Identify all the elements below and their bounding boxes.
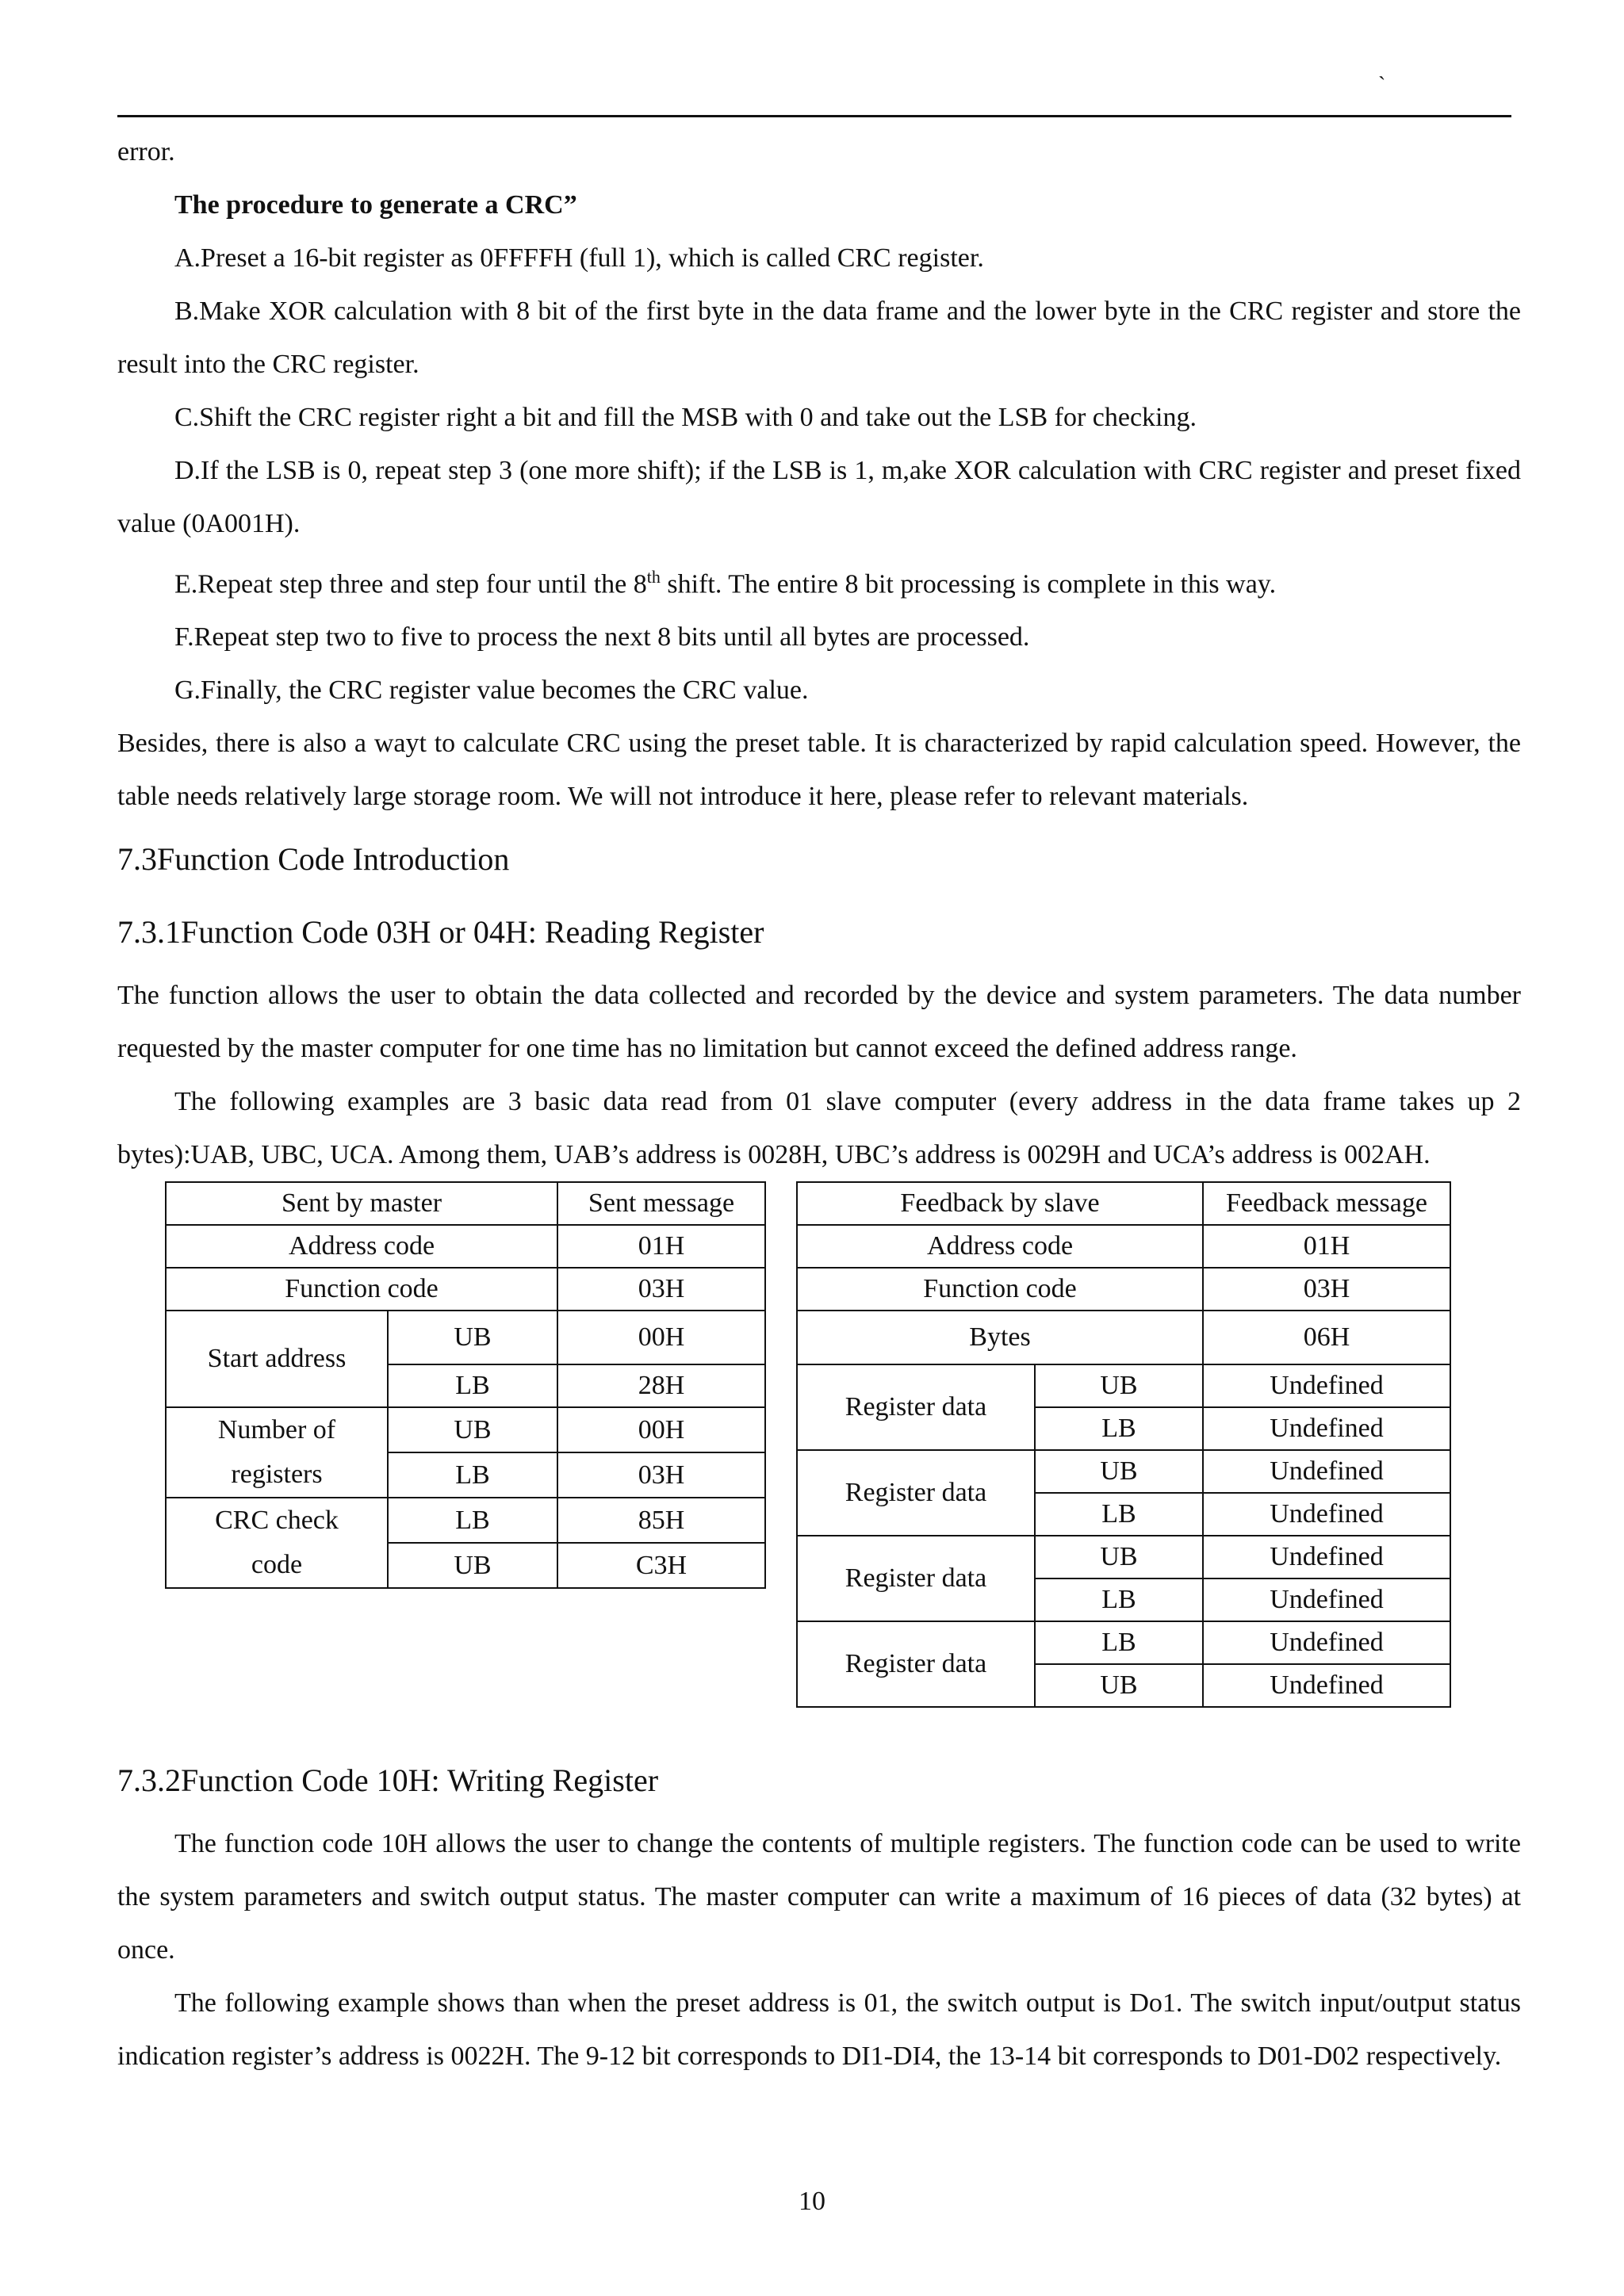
paragraph-error: error. — [117, 137, 175, 166]
slave-reg-byte: UB — [1035, 1364, 1203, 1407]
slave-register-data-label-1: Register data — [797, 1364, 1035, 1450]
slave-reg-value: Undefined — [1203, 1407, 1450, 1450]
table-row — [797, 1450, 1450, 1493]
master-number-registers-label — [166, 1407, 388, 1498]
master-table — [165, 1181, 766, 1589]
master-address-label: Address code — [166, 1225, 557, 1268]
slave-reg-value: Undefined — [1203, 1493, 1450, 1536]
slave-header-feedback-message: Feedback message — [1203, 1182, 1450, 1225]
crc-step-e — [117, 550, 1521, 610]
section-731-paragraph-2: The following examples are 3 basic data read from 01 slave computer (every address in the data frame takes up 2 bytes):UAB, UBC, UCA. Among them, UAB’s address is 0028H, UBC’s address is 0029H and UCA’s address is 002AH. — [117, 1087, 1521, 1170]
slave-reg-value: Undefined — [1203, 1364, 1450, 1407]
master-number-label-line1: Number of — [217, 1415, 336, 1445]
crc-step-f: F.Repeat step two to five to process the next 8 bits until all bytes are processed. — [174, 622, 1030, 652]
master-header-sent-message: Sent message — [557, 1182, 765, 1225]
slave-register-data-label-3: Register data — [797, 1536, 1035, 1621]
slave-reg-value: Undefined — [1203, 1578, 1450, 1621]
slave-bytes-value: 06H — [1203, 1311, 1450, 1364]
master-number-lb-value: 03H — [557, 1452, 765, 1498]
master-crc-ub: UB — [388, 1543, 557, 1588]
master-crc-label — [166, 1498, 388, 1588]
crc-step-c: C.Shift the CRC register right a bit and fill the MSB with 0 and take out the LSB for checking. — [174, 403, 1197, 432]
master-function-label: Function code — [166, 1268, 557, 1311]
master-start-lb: LB — [388, 1364, 557, 1407]
table-row — [797, 1311, 1450, 1364]
slave-address-value: 01H — [1203, 1225, 1450, 1268]
master-start-lb-value: 28H — [557, 1364, 765, 1407]
table-row — [166, 1407, 765, 1452]
master-number-ub: UB — [388, 1407, 557, 1452]
slave-reg-byte: UB — [1035, 1536, 1203, 1578]
table-row — [797, 1268, 1450, 1311]
section-731-paragraph-1: The function allows the user to obtain the data collected and recorded by the device and system parameters. The data number requested by the master computer for one time has no limitation but cannot exceed the defined address range. — [117, 981, 1521, 1064]
slave-reg-byte: LB — [1035, 1407, 1203, 1450]
heading-7-3-2: 7.3.2Function Code 10H: Writing Register — [117, 1762, 659, 1799]
section-732-paragraph-1: The function code 10H allows the user to change the contents of multiple registers. The function code can be used to write the system parameters and switch output status. The master computer can write a maximum of 16 pieces of data (32 bytes) at once. — [117, 1829, 1521, 1965]
master-crc-label-line1: CRC check — [215, 1506, 339, 1536]
master-crc-lb-value: 85H — [557, 1498, 765, 1543]
slave-reg-byte: LB — [1035, 1578, 1203, 1621]
table-row — [166, 1311, 765, 1364]
crc-table-note: Besides, there is also a wayt to calculate CRC using the preset table. It is characterized by rapid calculation speed. However, the table needs relatively large storage room. We will not introduce it here, please refer to relevant materials. — [117, 729, 1521, 812]
slave-reg-value: Undefined — [1203, 1664, 1450, 1707]
crc-step-g: G.Finally, the CRC register value becomes the CRC value. — [174, 675, 809, 706]
heading-7-3: 7.3Function Code Introduction — [117, 841, 510, 878]
header-rule — [117, 115, 1511, 117]
page-number: 10 — [799, 2187, 825, 2216]
master-address-value: 01H — [557, 1225, 765, 1268]
table-row — [166, 1182, 765, 1225]
table-row — [166, 1225, 765, 1268]
slave-register-data-label-2: Register data — [797, 1450, 1035, 1536]
crc-step-d: D.If the LSB is 0, repeat step 3 (one more shift); if the LSB is 1, m,ake XOR calculation with CRC register and preset fixed value (0A001H). — [117, 456, 1521, 538]
table-row — [797, 1621, 1450, 1664]
slave-reg-value: Undefined — [1203, 1536, 1450, 1578]
crc-step-e-sup: th — [646, 567, 661, 587]
section-732-paragraph-2: The following example shows than when the preset address is 01, the switch output is Do1. The switch input/output status indication register’s address is 0022H. The 9-12 bit corresponds to DI1-DI4, the 13-14 bit corresponds to D01-D02 respectively. — [117, 1988, 1521, 2072]
slave-function-value: 03H — [1203, 1268, 1450, 1311]
slave-bytes-label: Bytes — [797, 1311, 1203, 1364]
crc-step-b: B.Make XOR calculation with 8 bit of the first byte in the data frame and the lower byte in the CRC register and store the result into the CRC register. — [117, 297, 1521, 379]
master-crc-lb: LB — [388, 1498, 557, 1543]
heading-7-3-1: 7.3.1Function Code 03H or 04H: Reading Register — [117, 914, 764, 951]
crc-procedure-title: The procedure to generate a CRC” — [174, 190, 577, 220]
slave-reg-byte: UB — [1035, 1450, 1203, 1493]
tables-area — [117, 1181, 1521, 1744]
master-number-lb: LB — [388, 1452, 557, 1498]
master-function-value: 03H — [557, 1268, 765, 1311]
slave-table — [796, 1181, 1451, 1708]
master-number-label-line2: registers — [231, 1460, 323, 1490]
master-start-ub: UB — [388, 1311, 557, 1364]
master-crc-ub-value: C3H — [557, 1543, 765, 1588]
slave-function-label: Function code — [797, 1268, 1203, 1311]
master-crc-label-line2: code — [251, 1550, 303, 1580]
slave-reg-byte: UB — [1035, 1664, 1203, 1707]
master-header-sent-by: Sent by master — [166, 1182, 557, 1225]
master-start-address-label: Start address — [166, 1311, 388, 1407]
page-body — [117, 125, 1521, 2083]
table-row — [166, 1498, 765, 1543]
slave-header-feedback-by: Feedback by slave — [797, 1182, 1203, 1225]
table-row — [797, 1536, 1450, 1578]
master-number-ub-value: 00H — [557, 1407, 765, 1452]
crc-step-e-text: E.Repeat step three and step four until the 8 — [174, 569, 647, 599]
slave-reg-byte: LB — [1035, 1621, 1203, 1664]
table-row — [797, 1225, 1450, 1268]
slave-address-label: Address code — [797, 1225, 1203, 1268]
table-row — [166, 1268, 765, 1311]
crc-step-a: A.Preset a 16-bit register as 0FFFFH (full 1), which is called CRC register. — [174, 243, 984, 273]
slave-reg-value: Undefined — [1203, 1621, 1450, 1664]
table-row — [797, 1182, 1450, 1225]
table-row — [797, 1364, 1450, 1407]
crc-step-e-rest: shift. The entire 8 bit processing is complete in this way. — [660, 569, 1277, 599]
slave-reg-value: Undefined — [1203, 1450, 1450, 1493]
header-mark: ` — [1378, 73, 1386, 98]
master-start-ub-value: 00H — [557, 1311, 765, 1364]
slave-reg-byte: LB — [1035, 1493, 1203, 1536]
slave-register-data-label-4: Register data — [797, 1621, 1035, 1707]
